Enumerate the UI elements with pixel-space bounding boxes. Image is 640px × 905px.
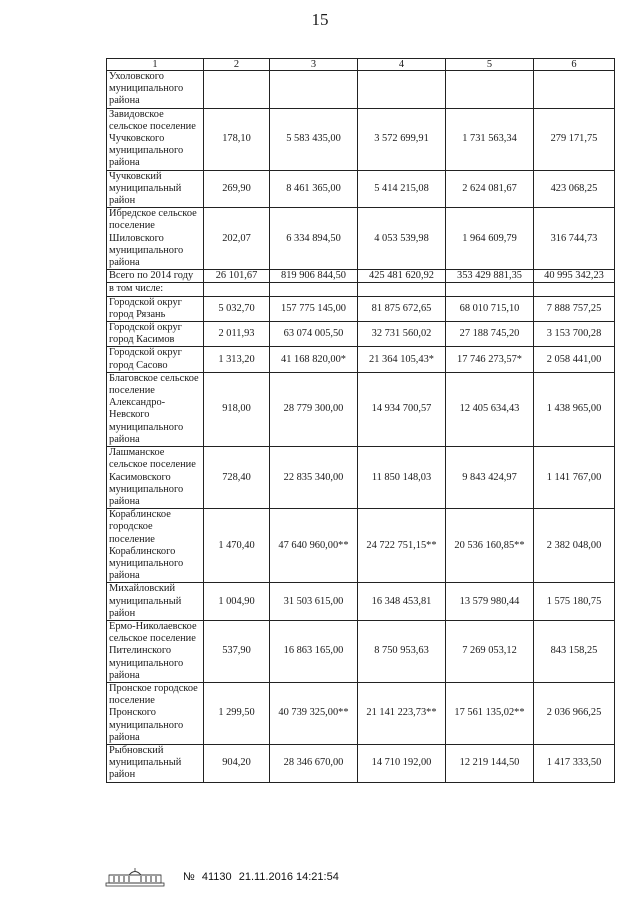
municipality-name-cell: Ухоловского муниципального района: [107, 71, 204, 109]
regional-amount-cell: 17 746 273,57*: [446, 347, 534, 372]
table-row: [107, 322, 615, 347]
regional-amount-cell: 68 010 715,10: [446, 296, 534, 321]
total-amount-cell: 47 640 960,00**: [270, 509, 358, 583]
local-amount-cell: 1 417 333,50: [534, 744, 615, 782]
local-amount-cell: 3 153 700,28: [534, 322, 615, 347]
regional-amount-cell: 9 843 424,97: [446, 447, 534, 509]
table-body: [107, 71, 615, 783]
regional-amount-cell: 2 624 081,67: [446, 170, 534, 208]
table-row: [107, 509, 615, 583]
local-amount-cell: 2 036 966,25: [534, 682, 615, 744]
regional-amount-cell: 20 536 160,85**: [446, 509, 534, 583]
fund-amount-cell: 21 141 223,73**: [358, 682, 446, 744]
area-cell: 178,10: [204, 108, 270, 170]
total-amount-cell: 819 906 844,50: [270, 270, 358, 283]
total-amount-cell: 28 346 670,00: [270, 744, 358, 782]
fund-amount-cell: 14 710 192,00: [358, 744, 446, 782]
table-row: [107, 347, 615, 372]
local-amount-cell: [534, 71, 615, 109]
total-amount-cell: 6 334 894,50: [270, 208, 358, 270]
area-cell: 26 101,67: [204, 270, 270, 283]
table-row: [107, 447, 615, 509]
total-amount-cell: 157 775 145,00: [270, 296, 358, 321]
municipality-name-cell: Городской округ город Рязань: [107, 296, 204, 321]
total-amount-cell: 16 863 165,00: [270, 620, 358, 682]
total-amount-cell: [270, 283, 358, 296]
municipality-name-cell: Рыбновский муниципальный район: [107, 744, 204, 782]
fund-amount-cell: 21 364 105,43*: [358, 347, 446, 372]
fund-amount-cell: 16 348 453,81: [358, 583, 446, 621]
table-row: [107, 372, 615, 446]
document-stamp: [105, 866, 343, 888]
government-building-seal-icon: [105, 867, 165, 887]
table-row: [107, 208, 615, 270]
table-row: [107, 682, 615, 744]
area-cell: 904,20: [204, 744, 270, 782]
area-cell: [204, 71, 270, 109]
municipality-name-cell: Михайловский муниципальный район: [107, 583, 204, 621]
area-cell: 1 004,90: [204, 583, 270, 621]
regional-amount-cell: 1 964 609,79: [446, 208, 534, 270]
regional-amount-cell: [446, 283, 534, 296]
local-amount-cell: 7 888 757,25: [534, 296, 615, 321]
stamp-datetime: 21.11.2016 14:21:54: [238, 871, 339, 883]
local-amount-cell: 423 068,25: [534, 170, 615, 208]
table-row: [107, 71, 615, 109]
data-table: [106, 58, 615, 783]
total-amount-cell: 63 074 005,50: [270, 322, 358, 347]
regional-amount-cell: 17 561 135,02**: [446, 682, 534, 744]
total-amount-cell: 41 168 820,00*: [270, 347, 358, 372]
municipality-name-cell: Городской округ город Сасово: [107, 347, 204, 372]
area-cell: [204, 283, 270, 296]
table-row: [107, 583, 615, 621]
total-amount-cell: 8 461 365,00: [270, 170, 358, 208]
total-amount-cell: [270, 71, 358, 109]
area-cell: 1 299,50: [204, 682, 270, 744]
table-row: [107, 744, 615, 782]
fund-amount-cell: 4 053 539,98: [358, 208, 446, 270]
local-amount-cell: 1 575 180,75: [534, 583, 615, 621]
total-amount-cell: 40 739 325,00**: [270, 682, 358, 744]
column-header: 1: [107, 59, 204, 71]
regional-amount-cell: 1 731 563,34: [446, 108, 534, 170]
area-cell: 1 313,20: [204, 347, 270, 372]
fund-amount-cell: 5 414 215,08: [358, 170, 446, 208]
local-amount-cell: 2 382 048,00: [534, 509, 615, 583]
local-amount-cell: 316 744,73: [534, 208, 615, 270]
local-amount-cell: 40 995 342,23: [534, 270, 615, 283]
table-row: [107, 170, 615, 208]
fund-amount-cell: 14 934 700,57: [358, 372, 446, 446]
municipality-name-cell: Кораблинское городское поселение Кораблинского муниципального района: [107, 509, 204, 583]
column-header: 5: [446, 59, 534, 71]
number-sign: №: [183, 871, 195, 883]
municipality-name-cell: в том числе:: [107, 283, 204, 296]
local-amount-cell: 2 058 441,00: [534, 347, 615, 372]
summary-row: [107, 283, 615, 296]
table-row: [107, 296, 615, 321]
fund-amount-cell: 32 731 560,02: [358, 322, 446, 347]
regional-amount-cell: 353 429 881,35: [446, 270, 534, 283]
municipality-name-cell: Завидовское сельское поселение Чучковского муниципального района: [107, 108, 204, 170]
regional-amount-cell: 27 188 745,20: [446, 322, 534, 347]
summary-row: [107, 270, 615, 283]
municipality-name-cell: Ермо-Николаевское сельское поселение Пителинского муниципального района: [107, 620, 204, 682]
area-cell: 537,90: [204, 620, 270, 682]
area-cell: 2 011,93: [204, 322, 270, 347]
total-amount-cell: 28 779 300,00: [270, 372, 358, 446]
regional-amount-cell: 12 405 634,43: [446, 372, 534, 446]
fund-amount-cell: 11 850 148,03: [358, 447, 446, 509]
total-amount-cell: 31 503 615,00: [270, 583, 358, 621]
page-number: 15: [311, 10, 329, 29]
local-amount-cell: 843 158,25: [534, 620, 615, 682]
stamp-text: [183, 871, 343, 883]
column-header: 3: [270, 59, 358, 71]
table-row: [107, 620, 615, 682]
local-amount-cell: [534, 283, 615, 296]
area-cell: 5 032,70: [204, 296, 270, 321]
table-row: [107, 108, 615, 170]
fund-amount-cell: [358, 283, 446, 296]
municipality-name-cell: Городской округ город Касимов: [107, 322, 204, 347]
fund-amount-cell: 3 572 699,91: [358, 108, 446, 170]
municipality-name-cell: Лашманское сельское поселение Касимовского муниципального района: [107, 447, 204, 509]
column-header: 2: [204, 59, 270, 71]
fund-amount-cell: [358, 71, 446, 109]
area-cell: 728,40: [204, 447, 270, 509]
fund-amount-cell: 8 750 953,63: [358, 620, 446, 682]
area-cell: 1 470,40: [204, 509, 270, 583]
regional-amount-cell: 12 219 144,50: [446, 744, 534, 782]
area-cell: 918,00: [204, 372, 270, 446]
total-amount-cell: 22 835 340,00: [270, 447, 358, 509]
total-amount-cell: 5 583 435,00: [270, 108, 358, 170]
area-cell: 269,90: [204, 170, 270, 208]
fund-amount-cell: 81 875 672,65: [358, 296, 446, 321]
column-header: 6: [534, 59, 615, 71]
document-number: 41130: [201, 871, 232, 883]
municipality-name-cell: Пронское городское поселение Пронского муниципального района: [107, 682, 204, 744]
regional-amount-cell: [446, 71, 534, 109]
municipality-name-cell: Всего по 2014 году: [107, 270, 204, 283]
municipality-name-cell: Благовское сельское поселение Александро-Невского муниципального района: [107, 372, 204, 446]
fund-amount-cell: 24 722 751,15**: [358, 509, 446, 583]
local-amount-cell: 279 171,75: [534, 108, 615, 170]
fund-amount-cell: 425 481 620,92: [358, 270, 446, 283]
column-header: 4: [358, 59, 446, 71]
local-amount-cell: 1 438 965,00: [534, 372, 615, 446]
regional-amount-cell: 13 579 980,44: [446, 583, 534, 621]
regional-amount-cell: 7 269 053,12: [446, 620, 534, 682]
local-amount-cell: 1 141 767,00: [534, 447, 615, 509]
municipality-name-cell: Чучковский муниципальный район: [107, 170, 204, 208]
header-row: [107, 59, 615, 71]
municipality-name-cell: Ибредское сельское поселение Шиловского муниципального района: [107, 208, 204, 270]
area-cell: 202,07: [204, 208, 270, 270]
table-header: [107, 59, 615, 71]
